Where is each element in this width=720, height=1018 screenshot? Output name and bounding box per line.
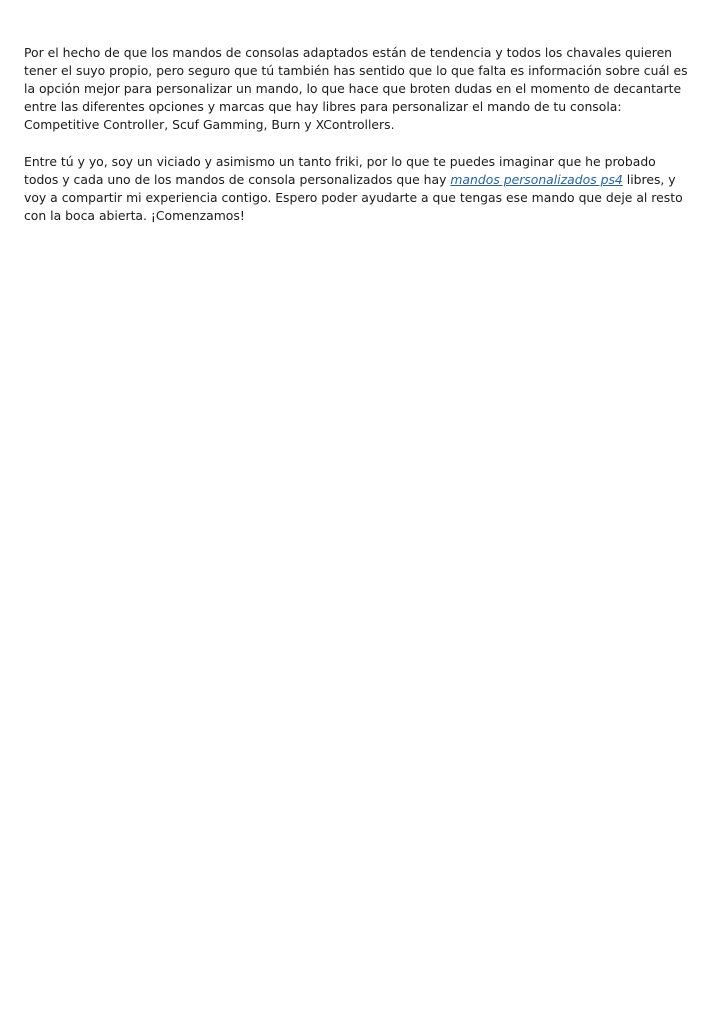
intro-paragraph: Por el hecho de que los mandos de consolas adaptados están de tendencia y todos los chavales quieren tener el suyo propio, pero seguro que tú también has sentido que lo que falta es información sobre cuál es la opción mejor para personalizar un mando, lo que hace que broten dudas en el momento de decantarte entre las diferentes opciones y marcas que hay libres para personalizar el mando de tu consola: Competitive Controller, Scuf Gamming, Burn y XControllers. [24,45,688,132]
paragraph-text-before-link: Entre tú y yo, soy un viciado y asimismo un tanto friki, por lo que te puedes imaginar que he probado todos y cada uno de los mandos de consola personalizados que hay [24,154,656,187]
mandos-personalizados-link[interactable]: mandos personalizados ps4 [450,172,623,187]
document-page [24,44,688,244]
experience-paragraph [24,153,688,225]
paragraph-text-after-link: libres, y voy a compartir mi experiencia contigo. Espero poder ayudarte a que tengas ese mando que deje al resto con la boca abierta. ¡Comenzamos! [24,172,683,223]
